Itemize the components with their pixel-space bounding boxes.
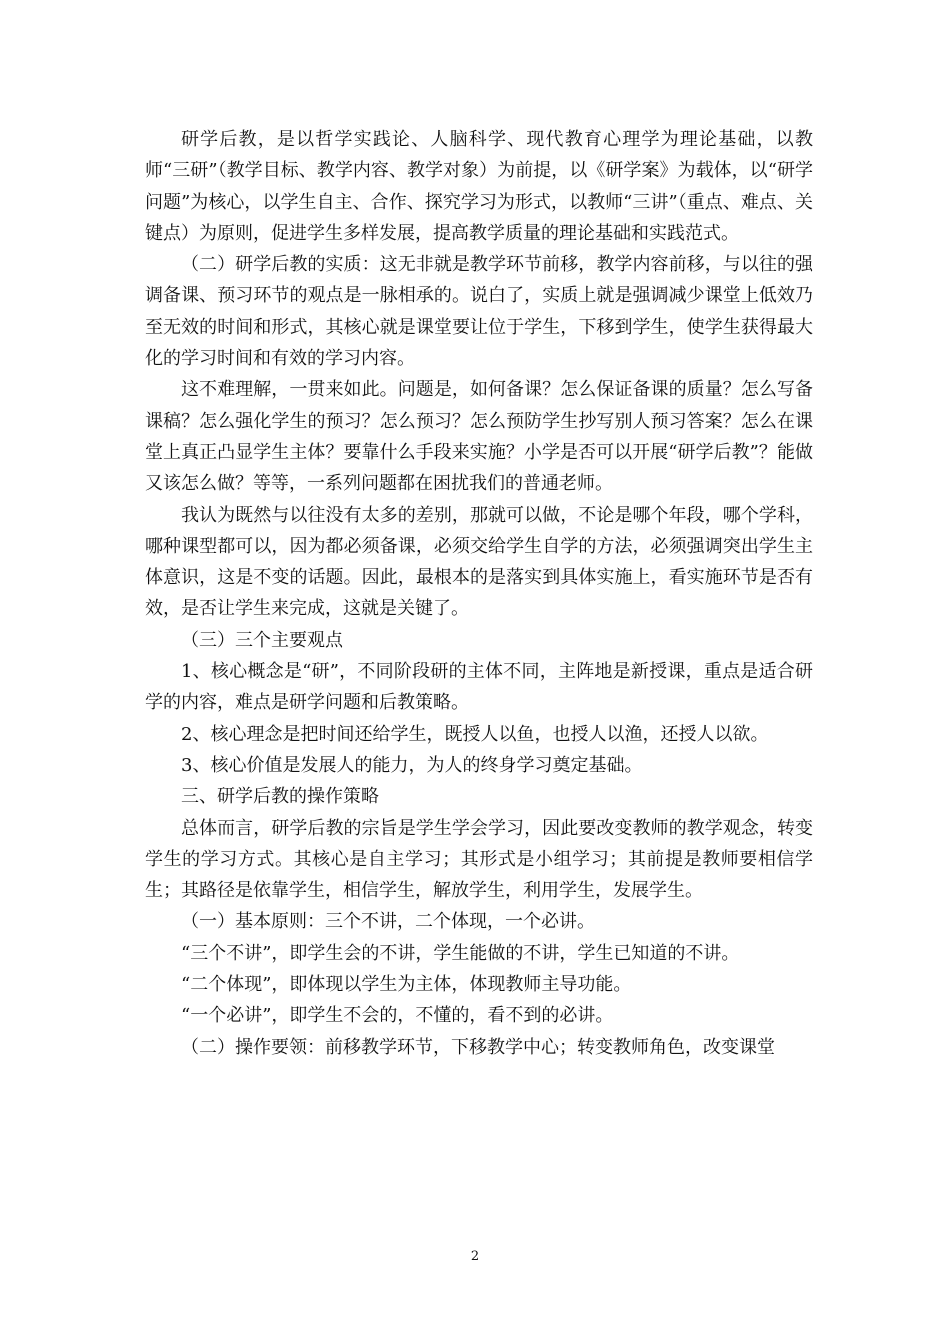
list-item-core-value: 3、核心价值是发展人的能力，为人的终身学习奠定基础。 — [181, 754, 643, 776]
paragraph-opinion: 我认为既然与以往没有太多的差别，那就可以做，不论是哪个年段，哪个学科，哪种课型都可以，因为都必须备课，必须交给学生自学的方法，必须强调突出学生主体意识，这是不变的话题。因此，最根本的是落实到具体实施上，看实施环节是否有效，是否让学生来完成，这就是关键了。 — [145, 504, 813, 620]
paragraph-overview: 总体而言，研学后教的宗旨是学生学会学习，因此要改变教师的教学观念，转变学生的学习方式。其核心是自主学习；其形式是小组学习；其前提是教师要相信学生；其路径是依靠学生，相信学生，解放学生，利用学生，发展学生。 — [145, 817, 813, 902]
paragraph-questions: 这不难理解，一贯来如此。问题是，如何备课？怎么保证备课的质量？怎么写备课稿？怎么强化学生的预习？怎么预习？怎么预防学生抄写别人预习答案？怎么在课堂上真正凸显学生主体？要靠什么手段来实施？小学是否可以开展“研学后教”？能做又该怎么做？等等，一系列问题都在困扰我们的普通老师。 — [145, 379, 813, 495]
paragraph-three-not-teach: “三个不讲”，即学生会的不讲，学生能做的不讲，学生已知道的不讲。 — [181, 942, 740, 964]
paragraph-one-must-teach: “一个必讲”，即学生不会的，不懂的，看不到的必讲。 — [181, 1005, 614, 1027]
paragraph-two-reflect: “二个体现”，即体现以学生为主体，体现教师主导功能。 — [181, 974, 632, 996]
page-number: 2 — [470, 1249, 480, 1264]
paragraph-operation-essentials: （二）操作要领：前移教学环节，下移教学中心；转变教师角色，改变课堂 — [181, 1036, 775, 1058]
heading-operation-strategy: 三、研学后教的操作策略 — [181, 786, 379, 808]
list-item-core-idea: 2、核心理念是把时间还给学生，既授人以鱼，也授人以渔，还授人以欲。 — [181, 723, 769, 745]
list-item-core-concept: 1、核心概念是“研”，不同阶段研的主体不同，主阵地是新授课，重点是适合研学的内容，难点是研学问题和后教策略。 — [145, 661, 813, 714]
paragraph-definition: 研学后教，是以哲学实践论、人脑科学、现代教育心理学为理论基础，以教师“三研”（教学目标、教学内容、教学对象）为前提，以《研学案》为载体，以“研学问题”为核心，以学生自主、合作、探究学习为形式，以教师“三讲”（重点、难点、关键点）为原则，促进学生多样发展，提高教学质量的理论基础和实践范式。 — [145, 129, 813, 244]
heading-three-viewpoints: （三）三个主要观点 — [181, 629, 343, 651]
heading-basic-principles: （一）基本原则：三个不讲，二个体现，一个必讲。 — [181, 911, 595, 933]
document-body — [145, 124, 813, 1063]
paragraph-essence: （二）研学后教的实质：这无非就是教学环节前移，教学内容前移，与以往的强调备课、预习环节的观点是一脉相承的。说白了，实质上就是强调减少课堂上低效乃至无效的时间和形式，其核心就是课堂要让位于学生，下移到学生，使学生获得最大化的学习时间和有效的学习内容。 — [145, 254, 813, 370]
